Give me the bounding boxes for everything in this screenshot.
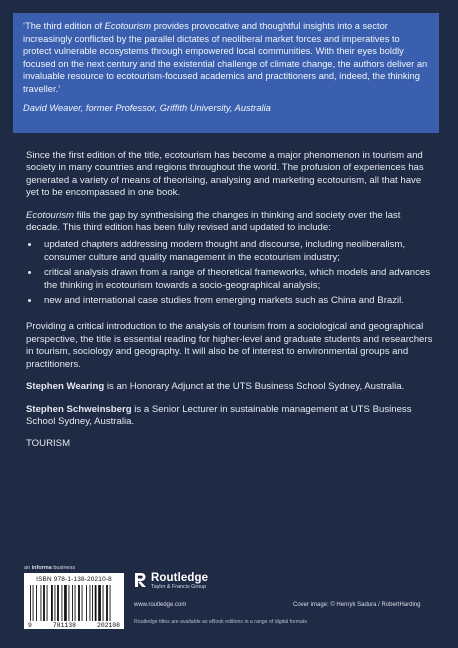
isbn-number: ISBN 978-1-138-20210-8: [36, 576, 112, 583]
feature-list-item: • critical analysis drawn from a range of theoretical frameworks, which models and advances the thinking in ecotourism towards a socio-geographical analysis;: [40, 266, 436, 292]
ebook-availability-note: Routledge titles are available as eBook editions in a range of digital formats: [134, 619, 308, 625]
publisher-name: Routledge: [151, 572, 209, 584]
publisher-group: Taylor & Francis Group: [151, 584, 207, 590]
publisher-website: www.routledge.com: [134, 602, 187, 608]
blurb-paragraph-3: Providing a critical introduction to the analysis of tourism from a sociological and geographical perspective, the title is essential reading for higher-level and graduate students and researchers in tourism, sociology and geography. It will also be of interest to environmental groups and practitioners.: [26, 321, 433, 370]
author-name: Stephen Wearing: [26, 381, 105, 393]
author-bio-2: Stephen Schweinsberg is a Senior Lecturer in sustainable management at UTS Business School Sydney, Australia.: [26, 403, 412, 427]
feature-list: [26, 238, 436, 307]
subject-category: TOURISM: [26, 438, 71, 450]
back-cover-footer: [0, 552, 458, 648]
barcode-digits: 9 781138 202108: [28, 622, 120, 629]
blurb-body: [26, 150, 436, 461]
barcode-icon: [28, 585, 120, 621]
cover-image-credit: Cover image: © Henryk Sadura / RobertHarding: [293, 602, 421, 608]
blurb-paragraph-2: Ecotourism fills the gap by synthesising the changes in thinking and society over the last decade. This third edition has been fully revised and updated to include:: [26, 209, 401, 234]
feature-list-item: • new and international case studies from emerging markets such as China and Brazil.: [40, 294, 436, 307]
blurb-paragraph-1: Since the first edition of the title, ecotourism has become a major phenomenon in tourism and society in many countries and regions throughout the world. The profusion of experiences has generated a variety of means of theorising, analysing and marketing ecotourism, all that have yet to be encompassed in one book.: [26, 150, 424, 199]
author-bio-1: Stephen Wearing is an Honorary Adjunct at the UTS Business School Sydney, Australia.: [26, 381, 405, 393]
quote-attribution: David Weaver, former Professor, Griffith University, Australia: [23, 102, 271, 113]
blurb-book-title: Ecotourism: [26, 209, 74, 221]
routledge-r-logo-icon: [134, 572, 147, 588]
feature-list-item: • updated chapters addressing modern thought and discourse, including neoliberalism, consumer culture and quality management in the ecotourism industry;: [40, 238, 436, 264]
endorsement-quote: ‘The third edition of Ecotourism provides provocative and thoughtful insights into a sector increasingly conflicted by the parallel dictates of neoliberal market forces and imperatives to protect vulnerable ecosystems through empowered local communities. With their eyes boldly focused on the next century and the existential challenge of climate change, the authors deliver an invaluable resource to ecotourism-focused academics and practitioners and, indeed, the thinking traveller.’: [23, 21, 428, 94]
publisher-logo: [151, 572, 208, 590]
barcode-panel: [24, 573, 124, 629]
endorsement-quote-box: [13, 13, 439, 133]
informa-business-tag: an informa business: [24, 565, 76, 571]
quote-book-title: Ecotourism: [104, 21, 152, 31]
author-name: Stephen Schweinsberg: [26, 403, 132, 415]
